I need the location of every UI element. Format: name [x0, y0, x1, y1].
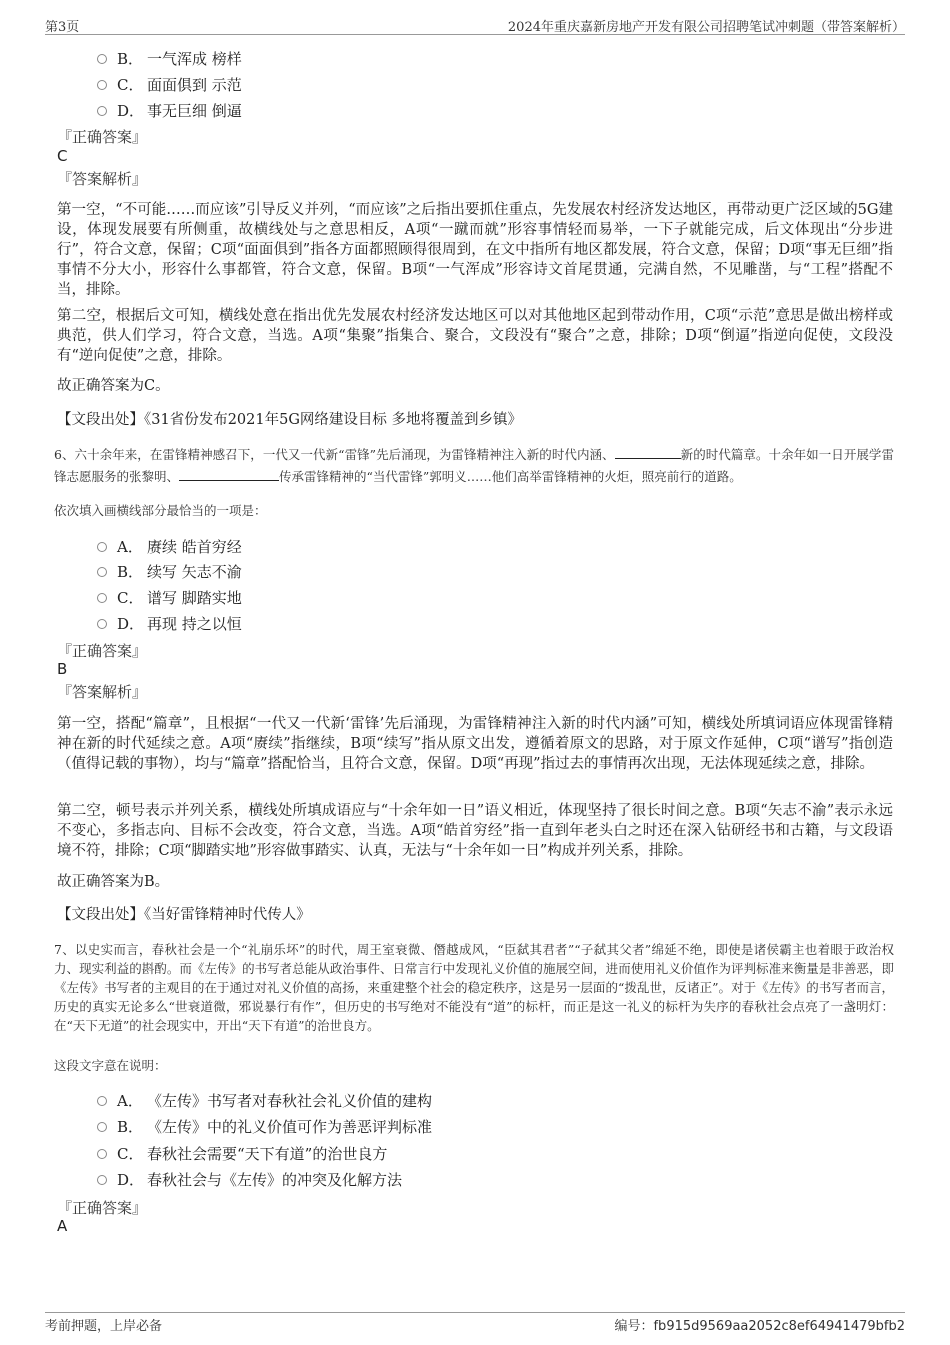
radio-icon[interactable] — [97, 80, 107, 90]
radio-icon[interactable] — [97, 1122, 107, 1132]
radio-icon[interactable] — [97, 1096, 107, 1106]
q6-stem: 6、六十余年来，在雷锋精神感召下，一代又一代新“雷锋”先后涌现，为雷锋精神注入新的时代内涵、 新的时代篇章。十余年如一日开展学雷锋志愿服务的张黎明、 传承雷锋精神的“当代雷锋”郭明义……他们高举雷锋精神的火炬，照亮前行的道路。 — [54, 447, 894, 484]
q6-option-c[interactable]: C． 谱写 脚踏实地 — [97, 587, 242, 608]
q5-conclusion: 故正确答案为C。 — [57, 378, 170, 394]
q6-option-a[interactable]: A． 赓续 皓首穷经 — [97, 536, 242, 557]
document-title: 2024年重庆嘉新房地产开发有限公司招聘笔试冲刺题（带答案解析） — [507, 20, 905, 35]
q7-prompt: 这段文字意在说明： — [54, 1058, 167, 1073]
q6-option-b[interactable]: B． 续写 矢志不渝 — [97, 561, 242, 582]
q5-option-d[interactable]: D． 事无巨细 倒逼 — [97, 100, 242, 121]
q6-analysis-paragraph-1: 第一空，搭配“篇章”，且根据“一代又一代新‘雷锋’先后涌现，为雷锋精神注入新的时代内涵”可知，横线处所填词语应体现雷锋精神在新的时代延续之意。A项“赓续”指继续，B项“续写”指从原文出发，遵循着原文的思路，对于原文作延伸，C项“谱写”指创造（值得记载的事物），均与“篇章”搭配恰当，且符合文意，保留。D项“再现”指过去的事情再次出现，无法体现延续之意，排除。 — [57, 716, 893, 772]
q6-prompt: 依次填入画横线部分最恰当的一项是： — [54, 503, 267, 518]
q6-option-d[interactable]: D． 再现 持之以恒 — [97, 613, 242, 634]
q6-analysis-label: 『答案解析』 — [57, 683, 148, 701]
q7-option-d[interactable]: D． 春秋社会与《左传》的冲突及化解方法 — [97, 1169, 402, 1190]
q6-conclusion: 故正确答案为B。 — [57, 874, 170, 890]
radio-icon[interactable] — [97, 567, 107, 577]
q6-analysis-paragraph-2: 第二空，顿号表示并列关系，横线处所填成语应与“十余年如一日”语义相近，体现坚持了很长时间之意。B项“矢志不渝”表示永远不变心，多指志向、目标不会改变，符合文意，当选。A项“皓首穷经”指一直到年老头白之时还在深入钻研经书和古籍，与文段语境不符，排除；C项“脚踏实地”形容做事踏实、认真，无法与“十余年如一日”构成并列关系，排除。 — [57, 803, 893, 859]
q7-stem: 7、以史实而言，春秋社会是一个“礼崩乐坏”的时代，周王室衰微、僭越成风，“臣弑其君者”“子弑其父者”绵延不绝，即使是诸侯霸主也着眼于政治权力、现实利益的斟酌。而《左传》的书写者总能从政治事件、日常言行中发现礼义价值的施展空间，进而使用礼义价值作为评判标准来衡量是非善恶，即《左传》书写者的主观目的在于通过对礼义价值的高扬，来重建整个社会的稳定秩序，这是另一层面的“拨乱世，反诸正”。对于《左传》的书写者而言，历史的真实无论多么“世衰道微，邪说暴行有作”，但历史的书写绝对不能没有“道”的标杆，而正是这一礼义的标杆为失序的春秋社会点亮了一盏明灯：在“天下无道”的社会现实中，开出“天下有道”的治世良方。 — [54, 942, 894, 1033]
q7-option-b[interactable]: B． 《左传》中的礼义价值可作为善恶评判标准 — [97, 1116, 432, 1137]
footer-slogan: 考前押题，上岸必备 — [45, 1319, 163, 1334]
q6-answer: B — [57, 660, 68, 678]
q7-option-a[interactable]: A． 《左传》书写者对春秋社会礼义价值的建构 — [97, 1090, 432, 1111]
radio-icon[interactable] — [97, 54, 107, 64]
page-number: 第3页 — [45, 20, 80, 35]
q5-option-c[interactable]: C． 面面俱到 示范 — [97, 74, 242, 95]
q7-option-c[interactable]: C． 春秋社会需要“天下有道”的治世良方 — [97, 1143, 387, 1164]
q5-analysis-paragraph-1: 第一空，“不可能……而应该”引导反义并列，“而应该”之后指出要抓住重点，先发展农村经济发达地区，再带动更广泛区域的5G建设，体现发展要有所侧重，故横线处与之意思相反，A项“一蹴而就”形容事情轻而易举，一下子就能完成，后文体现出“分步进行”，符合文意，保留；C项“面面俱到”指各方面都照顾得很周到，在文中指所有地区都发展，符合文意，保留；D项“事无巨细”指事情不分大小，形容什么事都管，符合文意，保留。B项“一气浑成”形容诗文首尾贯通，完满自然，不见雕凿，与“工程”搭配不当，排除。 — [57, 202, 893, 298]
radio-icon[interactable] — [97, 542, 107, 552]
q5-option-b[interactable]: B． 一气浑成 榜样 — [97, 48, 242, 69]
q6-answer-label: 『正确答案』 — [57, 642, 148, 660]
q6-blank-1[interactable] — [615, 446, 681, 459]
page-footer — [45, 1312, 905, 1333]
page-header — [45, 14, 905, 35]
q5-answer: C — [57, 147, 68, 165]
radio-icon[interactable] — [97, 619, 107, 629]
q5-analysis-paragraph-2: 第二空，根据后文可知，横线处意在指出优先发展农村经济发达地区可以对其他地区起到带动作用，C项“示范”意思是做出榜样或典范，供人们学习，符合文意，当选。A项“集聚”指集合、聚合，文段没有“聚合”之意，排除；D项“倒逼”指逆向促使，文段没有“逆向促使”之意，排除。 — [57, 308, 893, 364]
q5-source: 【文段出处】《31省份发布2021年5G网络建设目标 多地将覆盖到乡镇》 — [57, 412, 523, 428]
q6-source: 【文段出处】《当好雷锋精神时代传人》 — [57, 907, 311, 923]
q7-answer: A — [57, 1217, 68, 1235]
document-code: 编号：fb915d9569aa2052c8ef64941479bfb2 — [614, 1319, 905, 1334]
radio-icon[interactable] — [97, 1175, 107, 1185]
radio-icon[interactable] — [97, 1149, 107, 1159]
radio-icon[interactable] — [97, 106, 107, 116]
q6-blank-2[interactable] — [179, 468, 279, 481]
q5-answer-label: 『正确答案』 — [57, 128, 148, 146]
q5-analysis-label: 『答案解析』 — [57, 170, 148, 188]
q7-answer-label: 『正确答案』 — [57, 1199, 148, 1217]
radio-icon[interactable] — [97, 593, 107, 603]
